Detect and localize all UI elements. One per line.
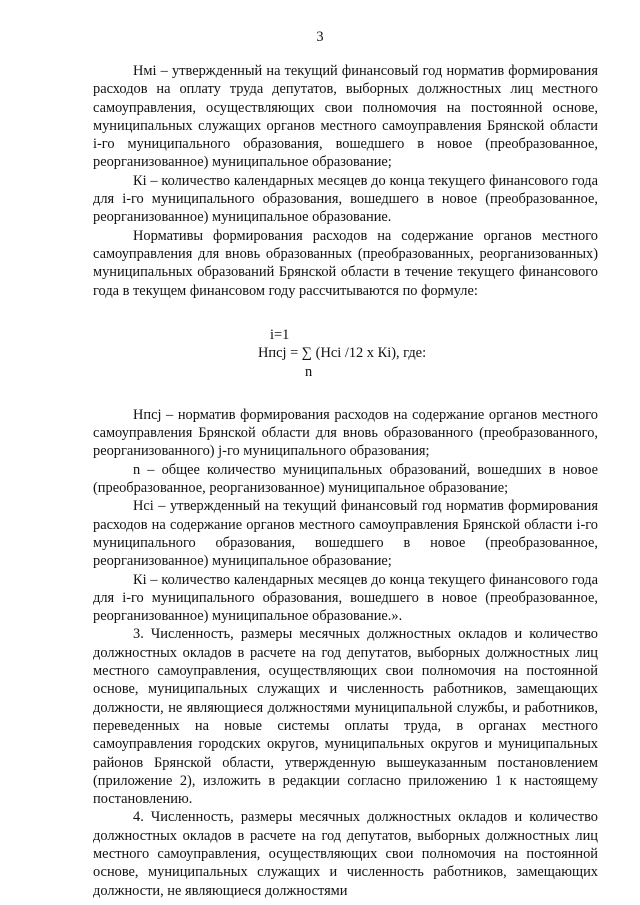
paragraph-item-3: 3. Численность, размеры месячных должностных окладов и количество должностных окладов в расчете на год депутатов, выборных должностных лиц местного самоуправления, осуществляющих свои полномочия на постоянной основе, муниципальных служащих и численность работников, замещающих должности, не являющиеся должностями муниципальной службы, и работников, переведенных на новые системы оплаты труда, в органах местного самоуправления городских округов, муниципальных округов и муниципальных районов Брянской области, утвержденную вышеуказанным постановлением (приложение 2), изложить в редакции согласно приложению 1 к настоящему постановлению.: [93, 626, 598, 808]
formula-block: [93, 326, 598, 382]
paragraph-item-4: 4. Численность, размеры месячных должностных окладов и количество должностных окладов в расчете на год депутатов, выборных должностных лиц местного самоуправления, осуществляющих свои полномочия на постоянной основе, муниципальных служащих и численность работников, замещающих должности, не являющиеся должностями: [93, 809, 598, 899]
paragraph-npsj-definition: Нпсj – норматив формирования расходов на содержание органов местного самоуправления Брянской области для вновь образованного (преобразованного, реорганизованного) j-го муниципального образования;: [93, 406, 598, 460]
paragraph-ki-definition-2: Кi – количество календарных месяцев до конца текущего финансового года для i-го муниципального образования, вошедшего в новое (преобразованное, реорганизованное) муниципальное образование.».: [93, 571, 598, 625]
paragraph-nsi-definition: Нсi – утвержденный на текущий финансовый год норматив формирования расходов на содержание органов местного самоуправления Брянской области i-го муниципального образования, вошедшего в новое (преобразованное, реорганизованное) муниципальное образование;: [93, 498, 598, 570]
paragraph-ki-definition: Кi – количество календарных месяцев до конца текущего финансового года для i-го муниципального образования, вошедшего в новое (преобразованное, реорганизованное) муниципальное образование.: [93, 172, 598, 226]
paragraph-n-definition: n – общее количество муниципальных образований, вошедших в новое (преобразованное, реорганизованное) муниципальное образование;: [93, 461, 598, 497]
page-number: 3: [316, 29, 324, 45]
paragraph-formula-intro: Нормативы формирования расходов на содержание органов местного самоуправления для вновь образованных (преобразованных, реорганизованных) муниципальных образований Брянской области в течение текущего финансового года в текущем финансовом году рассчитываются по формуле:: [93, 227, 598, 299]
formula-expression: Нпсj = ∑ (Нсi /12 х Кi), где:: [258, 344, 427, 361]
document-body: [93, 62, 598, 900]
formula-sum-lower-limit: n: [305, 363, 313, 380]
paragraph-hmi-definition: Hмi – утвержденный на текущий финансовый год норматив формирования расходов на оплату труда депутатов, выборных должностных лиц местного самоуправления, осуществляющих свои полномочия на постоянной основе, муниципальных служащих органов местного самоуправления Брянской области i-го муниципального образования, вошедшего в новое (преобразованное, реорганизованное) муниципальное образование;: [93, 63, 598, 171]
formula-sum-upper-limit: i=1: [270, 326, 290, 343]
